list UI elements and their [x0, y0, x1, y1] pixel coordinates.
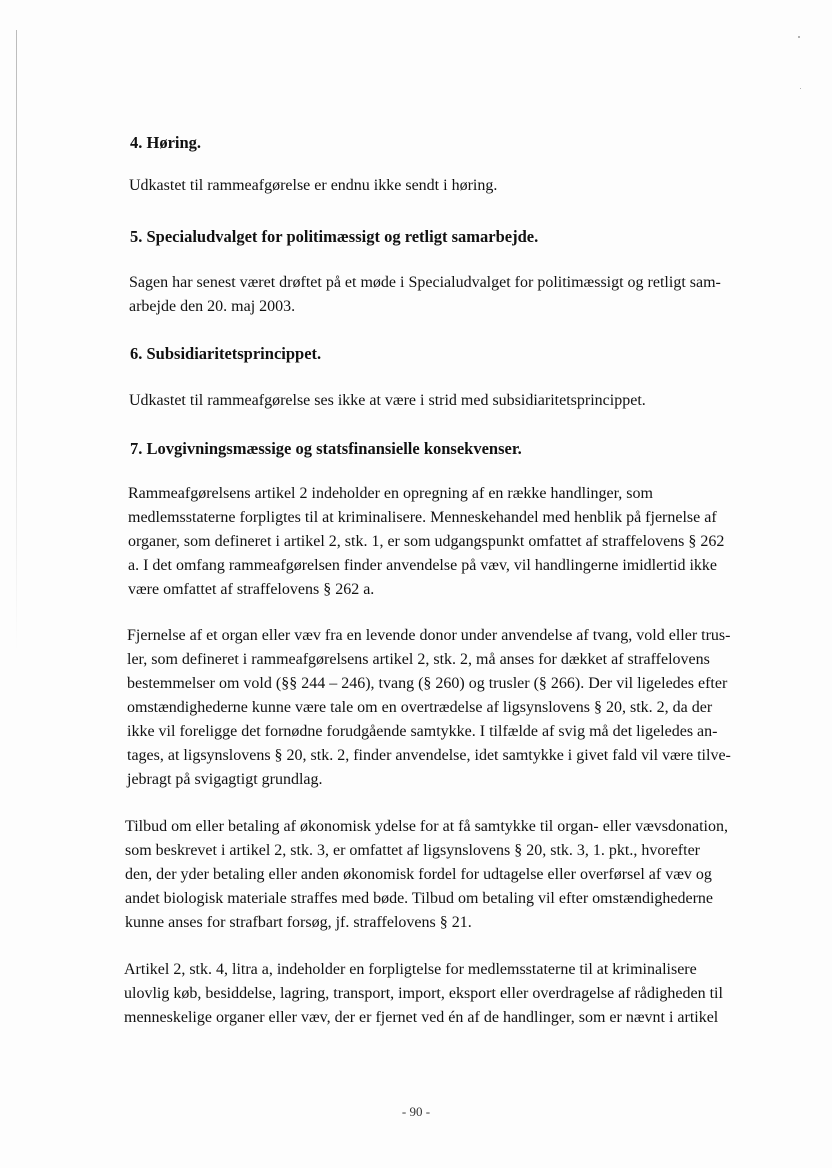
section-heading-5: [130, 227, 538, 247]
text-line: den, der yder betaling eller anden økonomisk fordel for udtagelse eller overførsel af væv og: [125, 866, 712, 883]
section-7-paragraph-4: [124, 958, 723, 1030]
text-line: omstændighederne kunne være tale om en overtrædelse af ligsynslovens § 20, stk. 2, da der: [127, 699, 713, 716]
text-line: bestemmelser om vold (§§ 244 – 246), tvang (§ 260) og trusler (§ 266). Der vil ligeledes efter: [127, 675, 728, 692]
text-line: ulovlig køb, besiddelse, lagring, transport, import, eksport eller overdragelse af rådigheden til: [124, 985, 723, 1002]
text-line: Udkastet til rammeafgørelse ses ikke at være i strid med subsidiaritetsprincippet.: [129, 392, 646, 409]
section-7-paragraph-1: [128, 482, 724, 602]
text-line: a. I det omfang rammeafgørelsen finder anvendelse på væv, vil handlingerne imidlertid ikke: [128, 557, 717, 574]
text-line: arbejde den 20. maj 2003.: [129, 298, 296, 315]
heading-text: 5. Specialudvalget for politimæssigt og retligt samarbejde.: [130, 227, 539, 246]
section-6-paragraph: [129, 389, 646, 413]
text-line: organer, som defineret i artikel 2, stk. 1, er som udgangspunkt omfattet af straffelovens § 262: [128, 533, 725, 550]
heading-text: 6. Subsidiaritetsprincippet.: [130, 344, 322, 363]
section-5-paragraph: [129, 271, 721, 319]
text-line: Sagen har senest været drøftet på et møde i Specialudvalget for politimæssigt og retligt sam-: [129, 274, 721, 291]
text-line: medlemsstaterne forpligtes til at kriminalisere. Menneskehandel med henblik på fjernelse af: [128, 509, 717, 526]
section-7-paragraph-3: [125, 815, 728, 935]
text-line: Rammeafgørelsens artikel 2 indeholder en opregning af en række handlinger, som: [128, 485, 653, 502]
text-line: menneskelige organer eller væv, der er fjernet ved én af de handlinger, som er nævnt i artikel: [124, 1009, 719, 1026]
section-4-paragraph: [129, 174, 497, 198]
section-heading-6: [130, 344, 321, 364]
section-7-paragraph-2: [127, 624, 731, 792]
text-line: andet biologisk materiale straffes med bøde. Tilbud om betaling vil efter omstændighederne: [125, 890, 714, 907]
text-line: Artikel 2, stk. 4, litra a, indeholder en forpligtelse for medlemsstaterne til at kriminalisere: [124, 961, 697, 978]
text-line: ler, som defineret i rammeafgørelsens artikel 2, stk. 2, må anses for dækket af straffelovens: [127, 651, 710, 668]
heading-text: 7. Lovgivningsmæssige og statsfinansielle konsekvenser.: [130, 439, 522, 458]
text-line: være omfattet af straffelovens § 262 a.: [128, 581, 375, 598]
text-line: Udkastet til rammeafgørelse er endnu ikke sendt i høring.: [129, 177, 498, 194]
heading-text: 4. Høring.: [130, 133, 202, 152]
text-line: Fjernelse af et organ eller væv fra en levende donor under anvendelse af tvang, vold eller trus-: [127, 627, 731, 644]
text-line: ikke vil foreligge det fornødne forudgående samtykke. I tilfælde af svig må det ligeledes an-: [127, 723, 718, 740]
text-line: kunne anses for strafbart forsøg, jf. straffelovens § 21.: [125, 914, 472, 931]
text-line: som beskrevet i artikel 2, stk. 3, er omfattet af ligsynslovens § 20, stk. 3, 1. pkt., hvorefter: [125, 842, 700, 859]
text-line: jebragt på svigagtigt grundlag.: [127, 771, 323, 788]
text-line: Tilbud om eller betaling af økonomisk ydelse for at få samtykke til organ- eller vævsdonation,: [125, 818, 728, 835]
section-heading-7: [130, 439, 522, 459]
page-number: - 90 -: [401, 1104, 431, 1119]
text-line: tages, at ligsynslovens § 20, stk. 2, finder anvendelse, idet samtykke i givet fald vil være tilve-: [127, 747, 731, 764]
section-heading-4: [130, 133, 201, 153]
